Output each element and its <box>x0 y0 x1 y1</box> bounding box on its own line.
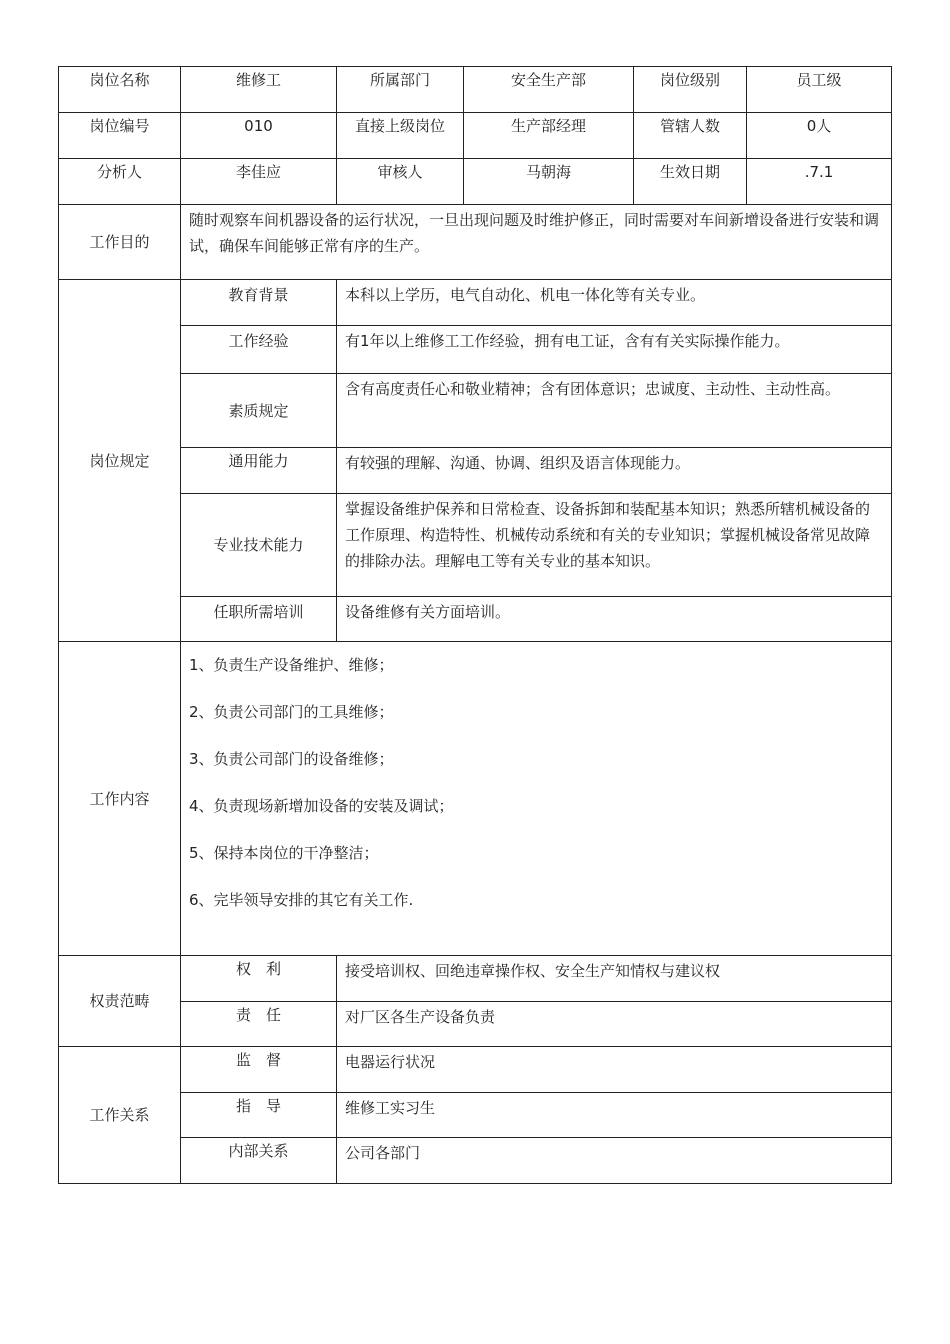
header-row-2 <box>59 113 892 159</box>
value-department: 安全生产部 <box>464 67 634 113</box>
content-label: 工作内容 <box>59 642 181 956</box>
job-description-table <box>58 66 892 1184</box>
label-direct-superior: 直接上级岗位 <box>337 113 464 159</box>
value-position-name: 维修工 <box>181 67 337 113</box>
relation-row-guide <box>59 1093 892 1138</box>
requirement-label: 教育背景 <box>181 280 337 326</box>
requirement-row-experience <box>59 326 892 374</box>
requirement-row-general <box>59 448 892 494</box>
relation-item-label: 内部关系 <box>181 1138 337 1184</box>
requirement-value: 有1年以上维修工工作经验，拥有电工证，含有有关实际操作能力。 <box>337 326 892 374</box>
header-row-1 <box>59 67 892 113</box>
requirement-label: 工作经验 <box>181 326 337 374</box>
label-subordinates: 管辖人数 <box>634 113 747 159</box>
relation-item-label: 指导 <box>181 1093 337 1138</box>
authority-item-label: 责任 <box>181 1002 337 1047</box>
label-position-level: 岗位级别 <box>634 67 747 113</box>
label-position-name: 岗位名称 <box>59 67 181 113</box>
relation-row-internal <box>59 1138 892 1184</box>
list-item: 6、完毕领导安排的其它有关工作. <box>189 891 414 909</box>
value-reviewer: 马朝海 <box>464 159 634 205</box>
requirement-value: 有较强的理解、沟通、协调、组织及语言体现能力。 <box>337 448 892 494</box>
requirement-value: 本科以上学历，电气自动化、机电一体化等有关专业。 <box>337 280 892 326</box>
relations-label: 工作关系 <box>59 1047 181 1184</box>
value-direct-superior: 生产部经理 <box>464 113 634 159</box>
value-position-level: 员工级 <box>747 67 892 113</box>
requirement-row-quality <box>59 374 892 448</box>
requirements-label: 岗位规定 <box>59 280 181 642</box>
purpose-label: 工作目的 <box>59 205 181 280</box>
authority-label: 权责范畴 <box>59 956 181 1047</box>
relation-item-value: 维修工实习生 <box>337 1093 892 1138</box>
relation-item-label: 监督 <box>181 1047 337 1093</box>
relation-item-value: 公司各部门 <box>337 1138 892 1184</box>
value-effective-date: .7.1 <box>747 159 892 205</box>
relation-row-supervise <box>59 1047 892 1093</box>
requirement-label: 通用能力 <box>181 448 337 494</box>
list-item: 5、保持本岗位的干净整洁； <box>189 844 379 862</box>
requirement-label: 素质规定 <box>181 374 337 448</box>
requirement-row-technical <box>59 494 892 597</box>
list-item: 2、负责公司部门的工具维修； <box>189 703 394 721</box>
requirement-value: 设备维修有关方面培训。 <box>337 597 892 642</box>
requirement-row-education <box>59 280 892 326</box>
label-analyst: 分析人 <box>59 159 181 205</box>
purpose-row <box>59 205 892 280</box>
label-reviewer: 审核人 <box>337 159 464 205</box>
requirement-value: 掌握设备维护保养和日常检查、设备拆卸和装配基本知识；熟悉所辖机械设备的工作原理、构造特性、机械传动系统和有关的专业知识；掌握机械设备常见故障的排除办法。理解电工等有关专业的基本知识。 <box>337 494 892 597</box>
content-list <box>181 642 892 956</box>
header-row-3 <box>59 159 892 205</box>
authority-row-duty <box>59 1002 892 1047</box>
value-analyst: 李佳应 <box>181 159 337 205</box>
authority-item-label: 权利 <box>181 956 337 1002</box>
content-row <box>59 642 892 956</box>
requirement-value: 含有高度责任心和敬业精神；含有团体意识；忠诚度、主动性、主动性高。 <box>337 374 892 448</box>
value-position-code: 010 <box>181 113 337 159</box>
label-department: 所属部门 <box>337 67 464 113</box>
requirement-label: 任职所需培训 <box>181 597 337 642</box>
authority-row-rights <box>59 956 892 1002</box>
authority-item-value: 对厂区各生产设备负责 <box>337 1002 892 1047</box>
authority-item-value: 接受培训权、回绝违章操作权、安全生产知情权与建议权 <box>337 956 892 1002</box>
list-item: 3、负责公司部门的设备维修； <box>189 750 394 768</box>
list-item: 1、负责生产设备维护、维修； <box>189 656 394 674</box>
requirement-row-training <box>59 597 892 642</box>
label-effective-date: 生效日期 <box>634 159 747 205</box>
label-position-code: 岗位编号 <box>59 113 181 159</box>
value-subordinates: 0人 <box>747 113 892 159</box>
relation-item-value: 电器运行状况 <box>337 1047 892 1093</box>
purpose-text: 随时观察车间机器设备的运行状况，一旦出现问题及时维护修正，同时需要对车间新增设备进行安装和调试，确保车间能够正常有序的生产。 <box>181 205 892 280</box>
list-item: 4、负责现场新增加设备的安装及调试； <box>189 797 454 815</box>
requirement-label: 专业技术能力 <box>181 494 337 597</box>
